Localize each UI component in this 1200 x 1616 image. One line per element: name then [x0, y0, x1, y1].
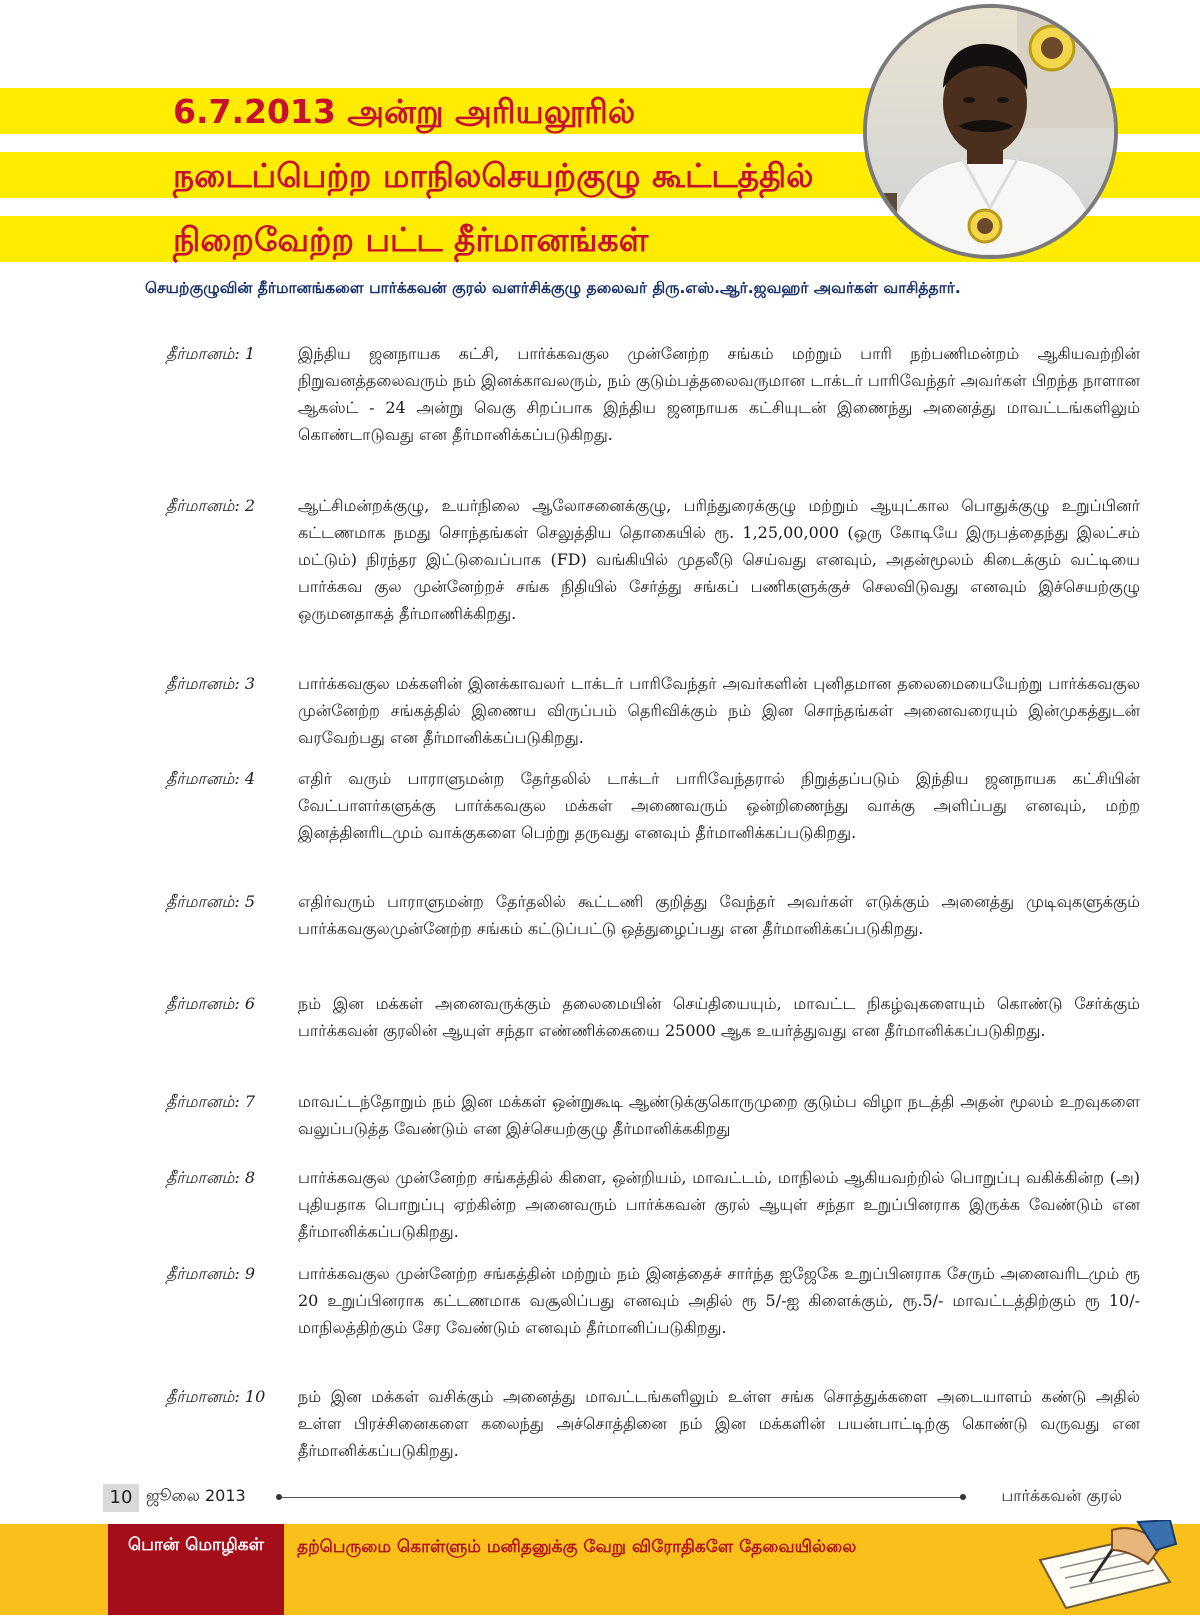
- footer-rule: [282, 1497, 962, 1498]
- magazine-name: பார்க்கவன் குரல்: [1001, 1486, 1122, 1505]
- page-title-line-2: நடைப்பெற்ற மாநிலசெயற்குழு கூட்டத்தில்: [173, 156, 814, 195]
- resolution-label: தீர்மானம்: 5: [166, 892, 256, 911]
- resolution-text: எதிர் வரும் பாராளுமன்ற தேர்தலில் டாக்டர் பாரிவேந்தரால் நிறுத்தப்படும் இந்திய ஜனநாயக கட்சியின் வேட்பாளர்களுக்கு பார்க்கவகுல மக்கள் அணைவரும் ஒன்றிணைந்து வாக்கு அளிப்பது எனவும், மற்ற இனத்தினரிடமும் வாக்குகளை பெற்று தருவது எனவும் தீர்மானிக்கப்படுகிறது.: [298, 769, 1140, 842]
- leader-portrait: [863, 4, 1118, 259]
- resolution-text: பார்க்கவகுல முன்னேற்ற சங்கத்தின் மற்றும் நம் இனத்தைச் சார்ந்த ஐஜேகே உறுப்பினராக சேரும் அனைவரிடமும் ரூ 20 உறுப்பினராக கட்டணமாக வசூலிப்பது எனவும் அதில் ரூ 5/-ஐ கிளைக்கும், ரூ.5/- மாவட்டத்திற்கும் ரூ 10/- மாநிலத்திற்கும் சேர வேண்டும் எனவும் தீர்மானிப்படுகிறது.: [298, 1264, 1140, 1337]
- resolution-text: மாவட்டந்தோறும் நம் இன மக்கள் ஒன்றுகூடி ஆண்டுக்குகொருமுறை குடும்ப விழா நடத்தி அதன் மூலம் உறவுகளை வலுப்படுத்த வேண்டும் என இச்செயற்குழு தீர்மானிக்ககிறது: [298, 1092, 1140, 1138]
- resolution-label: தீர்மானம்: 4: [166, 769, 256, 788]
- resolution-label: தீர்மானம்: 8: [166, 1168, 256, 1187]
- resolution-label: தீர்மானம்: 9: [166, 1264, 256, 1283]
- resolution-text: ஆட்சிமன்றக்குழு, உயர்நிலை ஆலோசனைக்குழு, பரிந்துரைக்குழு மற்றும் ஆயுட்கால பொதுக்குழு உறுப்பினர் கட்டணமாக நமது சொந்தங்கள் செலுத்திய தொகையில் ரூ. 1,25,00,000 (ஒரு கோடியே இருபத்தைந்து இலட்சம் மட்டும்) நிரந்தர இட்டுவைப்பாக (FD) வங்கியில் முதலீடு செய்வது எனவும், அதன்மூலம் கிடைக்கும் வட்டியை பார்க்கவ குல முன்னேற்றச் சங்க நிதியில் சேர்த்து சங்கப் பணிகளுக்குச் செலவிடுவது எனவும் இச்செயற்குழு ஒருமனதாகத் தீர்மாணிக்கிறது.: [298, 496, 1140, 623]
- resolution-text: பார்க்கவகுல முன்னேற்ற சங்கத்தில் கிளை, ஒன்றியம், மாவட்டம், மாநிலம் ஆகியவற்றில் பொறுப்பு வகிக்கின்ற (அ) புதியதாக பொறுப்பு ஏற்கின்ற அனைவரும் பார்க்கவன் குரல் ஆயுள் சந்தா உறுப்பினராக இருக்க வேண்டும் என தீர்மானிக்கப்படுகிறது.: [298, 1168, 1140, 1241]
- banner-label: பொன் மொழிகள்: [128, 1535, 264, 1555]
- page-title-line-1: 6.7.2013 அன்று அரியலூரில்: [173, 92, 636, 131]
- resolution-text: நம் இன மக்கள் வசிக்கும் அனைத்து மாவட்டங்களிலும் உள்ள சங்க சொத்துக்களை அடையாளம் கண்டு அதில் உள்ள பிரச்சினைகளை கலைந்து அச்சொத்தினை நம் இன மக்களின் பயன்பாட்டிற்கு கொண்டு வருவது என தீர்மானிக்கப்படுகிறது.: [298, 1387, 1140, 1460]
- page-title-line-3: நிறைவேற்ற பட்ட தீர்மானங்கள்: [173, 220, 649, 259]
- banner-quote: தற்பெருமை கொள்ளும் மனிதனுக்கு வேறு விரோதிகளே தேவையில்லை: [297, 1537, 857, 1557]
- resolution-label: தீர்மானம்: 7: [166, 1092, 256, 1111]
- resolution-text: நம் இன மக்கள் அனைவருக்கும் தலைமையின் செய்தியையும், மாவட்ட நிகழ்வுகளையும் கொண்டு சேர்க்கும் பார்க்கவன் குரலின் ஆயுள் சந்தா எண்ணிக்கையை 25000 ஆக உயர்த்துவது என தீர்மானிக்கப்படுகிறது.: [298, 994, 1140, 1040]
- page-number: 10: [103, 1484, 139, 1512]
- writing-hand-icon: [1020, 1520, 1180, 1616]
- resolution-label: தீர்மானம்: 3: [166, 674, 256, 693]
- issue-date: ஜூலை 2013: [146, 1486, 246, 1505]
- resolution-label: தீர்மானம்: 1: [166, 344, 256, 363]
- resolution-label: தீர்மானம்: 10: [166, 1387, 266, 1406]
- resolution-label: தீர்மானம்: 6: [166, 994, 256, 1013]
- rule-dot-right: [960, 1494, 966, 1500]
- resolution-label: தீர்மானம்: 2: [166, 496, 256, 515]
- resolution-text: இந்திய ஜனநாயக கட்சி, பார்க்கவகுல முன்னேற்ற சங்கம் மற்றும் பாரி நற்பணிமன்றம் ஆகியவற்றின் நிறுவனத்தலைவரும் நம் இனக்காவலரும், நம் குடும்பத்தலைவருமான டாக்டர் பாரிவேந்தர் அவர்கள் பிறந்த நாளான ஆகஸ்ட் - 24 அன்று வெகு சிறப்பாக இந்திய ஜனநாயக கட்சியுடன் இணைந்து அனைத்து மாவட்டங்களிலும் கொண்டாடுவது என தீர்மானிக்கப்படுகிறது.: [298, 344, 1140, 444]
- subtitle: செயற்குழுவின் தீர்மானங்களை பார்க்கவன் குரல் வளர்சிக்குழு தலைவர் திரு.எஸ்.ஆர்.ஜவஹர் அவர்கள் வாசித்தார்.: [145, 279, 961, 297]
- resolution-text: பார்க்கவகுல மக்களின் இனக்காவலர் டாக்டர் பாரிவேந்தர் அவர்களின் புனிதமான தலைமையையேற்று பார்க்கவகுல முன்னேற்ற சங்கத்தில் இணைய விருப்பம் தெரிவிக்கும் நம் இன சொந்தங்கள் அனைவரையும் இன்முகத்துடன் வரவேற்பது என தீர்மானிக்கப்படுகிறது.: [298, 674, 1140, 747]
- resolution-text: எதிர்வரும் பாராளுமன்ற தேர்தலில் கூட்டணி குறித்து வேந்தர் அவர்கள் எடுக்கும் அனைத்து முடிவுகளுக்கும் பார்க்கவகுலமுன்னேற்ற சங்கம் கட்டுப்பட்டு ஒத்துழைப்பது என தீர்மானிக்கப்படுகிறது.: [298, 892, 1140, 938]
